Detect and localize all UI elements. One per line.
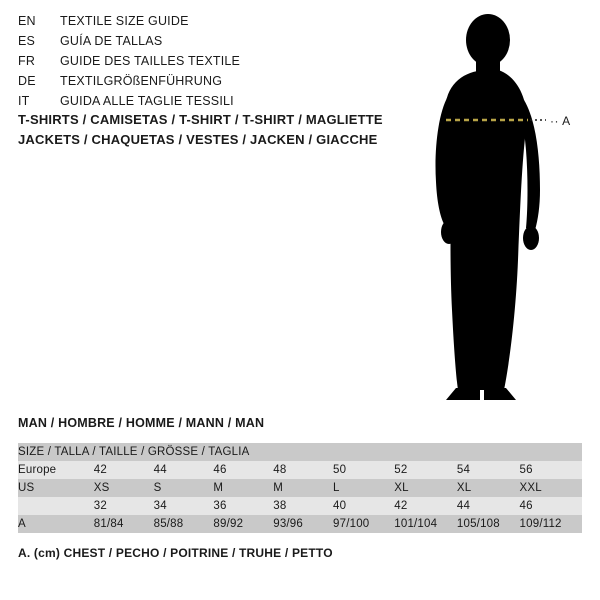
table-row bbox=[18, 497, 582, 515]
category-tshirts: T-SHIRTS / CAMISETAS / T-SHIRT / T-SHIRT / MAGLIETTE bbox=[18, 112, 383, 127]
cell-value: 89/92 bbox=[213, 515, 273, 533]
cell-value: 46 bbox=[213, 461, 273, 479]
language-row bbox=[18, 34, 378, 54]
cell-value: M bbox=[273, 479, 333, 497]
cell-value: 48 bbox=[273, 461, 333, 479]
body-silhouette bbox=[436, 14, 541, 400]
cell-value: XXL bbox=[520, 479, 582, 497]
cell-value: 85/88 bbox=[154, 515, 214, 533]
cell-value: 97/100 bbox=[333, 515, 394, 533]
cell-value: 40 bbox=[333, 497, 394, 515]
cell-value: M bbox=[213, 479, 273, 497]
cell-value: 38 bbox=[273, 497, 333, 515]
cell-value: XL bbox=[457, 479, 520, 497]
cell-value: L bbox=[333, 479, 394, 497]
cell-value: 81/84 bbox=[94, 515, 154, 533]
cell-value: XS bbox=[94, 479, 154, 497]
table-header-row bbox=[18, 443, 582, 461]
language-row bbox=[18, 14, 378, 34]
cell-value: S bbox=[154, 479, 214, 497]
cell-value: XL bbox=[394, 479, 457, 497]
cell-value: 32 bbox=[94, 497, 154, 515]
language-row bbox=[18, 74, 378, 94]
language-list bbox=[18, 14, 378, 114]
cell-value: 42 bbox=[394, 497, 457, 515]
cell-value: 56 bbox=[520, 461, 582, 479]
language-title: TEXTILE SIZE GUIDE bbox=[60, 14, 189, 28]
size-table bbox=[18, 443, 582, 533]
language-title: GUÍA DE TALLAS bbox=[60, 34, 163, 48]
language-title: GUIDE DES TAILLES TEXTILE bbox=[60, 54, 241, 68]
cell-value: 46 bbox=[520, 497, 582, 515]
cell-value: 101/104 bbox=[394, 515, 457, 533]
category-jackets: JACKETS / CHAQUETAS / VESTES / JACKEN / GIACCHE bbox=[18, 132, 378, 147]
row-label: Europe bbox=[18, 461, 94, 479]
language-row bbox=[18, 54, 378, 74]
language-code: FR bbox=[18, 54, 36, 68]
cell-value: 36 bbox=[213, 497, 273, 515]
language-title: GUIDA ALLE TAGLIE TESSILI bbox=[60, 94, 234, 108]
cell-value: 44 bbox=[154, 461, 214, 479]
row-label: US bbox=[18, 479, 94, 497]
chest-measure-label: ·· A bbox=[550, 114, 571, 128]
cell-value: 105/108 bbox=[457, 515, 520, 533]
table-section-title: MAN / HOMBRE / HOMME / MANN / MAN bbox=[18, 416, 265, 430]
language-code: IT bbox=[18, 94, 30, 108]
cell-value: 44 bbox=[457, 497, 520, 515]
table-header-label: SIZE / TALLA / TAILLE / GRÖSSE / TAGLIA bbox=[18, 443, 582, 461]
cell-value: 109/112 bbox=[520, 515, 582, 533]
cell-value: 93/96 bbox=[273, 515, 333, 533]
table-row bbox=[18, 479, 582, 497]
language-code: ES bbox=[18, 34, 36, 48]
language-code: EN bbox=[18, 14, 36, 28]
language-title: TEXTILGRÖßENFÜHRUNG bbox=[60, 74, 223, 88]
cell-value: 50 bbox=[333, 461, 394, 479]
table-row bbox=[18, 461, 582, 479]
cell-value: 54 bbox=[457, 461, 520, 479]
cell-value: 42 bbox=[94, 461, 154, 479]
cell-value: 52 bbox=[394, 461, 457, 479]
silhouette-svg bbox=[400, 10, 590, 400]
language-code: DE bbox=[18, 74, 36, 88]
table-row bbox=[18, 515, 582, 533]
cell-value: 34 bbox=[154, 497, 214, 515]
garment-categories bbox=[18, 110, 398, 150]
row-label: A bbox=[18, 515, 94, 533]
measurement-footnote: A. (cm) CHEST / PECHO / POITRINE / TRUHE / PETTO bbox=[18, 546, 333, 560]
male-silhouette-figure bbox=[400, 10, 590, 400]
row-label bbox=[18, 497, 94, 515]
